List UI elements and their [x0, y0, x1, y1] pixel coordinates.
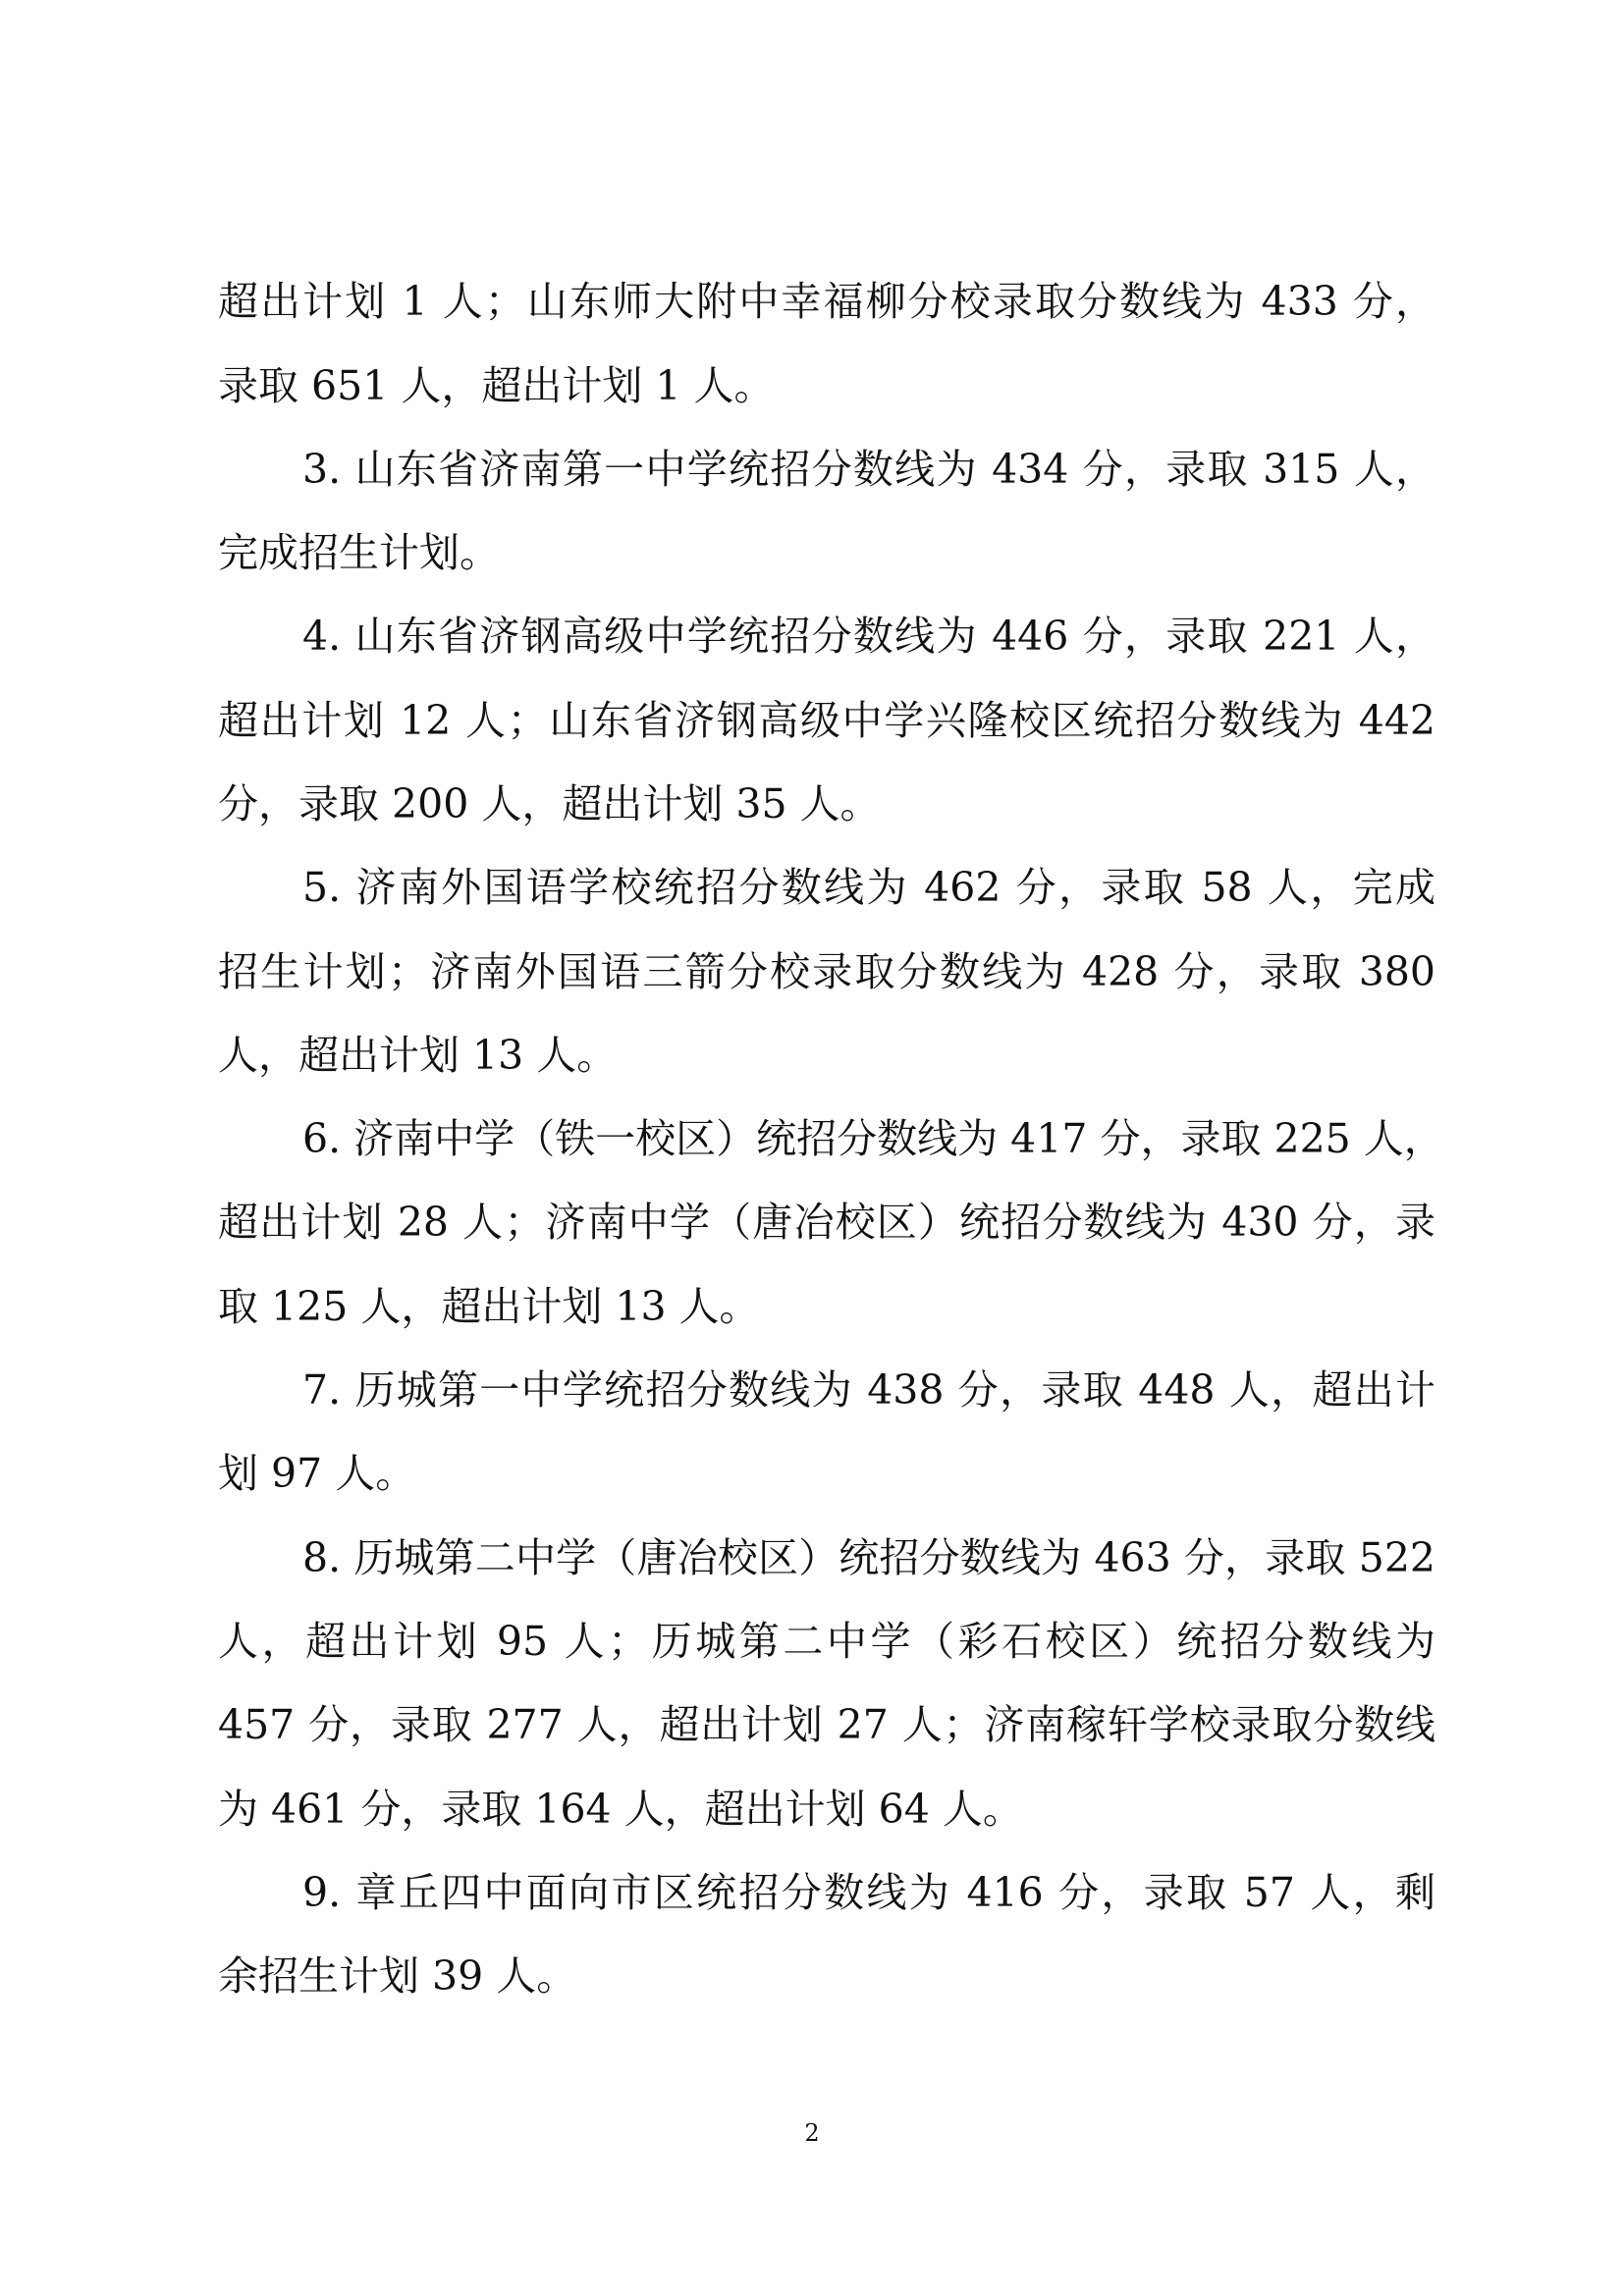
text-line: 划 97 人。 — [218, 1450, 416, 1497]
text-line: 超出计划 1 人；山东师大附中幸福柳分校录取分数线为 433 分， — [218, 278, 1435, 325]
text-line: 为 461 分，录取 164 人，超出计划 64 人。 — [218, 1786, 1023, 1833]
text-line: 7. 历城第一中学统招分数线为 438 分，录取 448 人，超出计 — [302, 1366, 1435, 1414]
text-line: 超出计划 12 人；山东省济钢高级中学兴隆校区统招分数线为 442 — [218, 697, 1435, 744]
text-line: 4. 山东省济钢高级中学统招分数线为 446 分，录取 221 人， — [302, 613, 1435, 660]
text-line: 录取 651 人，超出计划 1 人。 — [218, 362, 775, 409]
text-line: 人，超出计划 95 人；历城第二中学（彩石校区）统招分数线为 — [218, 1618, 1435, 1665]
text-line: 招生计划；济南外国语三箭分校录取分数线为 428 分，录取 380 — [218, 948, 1435, 995]
text-line: 6. 济南中学（铁一校区）统招分数线为 417 分，录取 225 人， — [302, 1115, 1444, 1162]
text-line: 分，录取 200 人，超出计划 35 人。 — [218, 780, 881, 828]
text-line: 取 125 人，超出计划 13 人。 — [218, 1283, 760, 1330]
text-line: 5. 济南外国语学校统招分数线为 462 分，录取 58 人，完成 — [302, 864, 1435, 911]
text-line: 人，超出计划 13 人。 — [218, 1032, 618, 1079]
text-line: 超出计划 28 人；济南中学（唐冶校区）统招分数线为 430 分，录 — [218, 1199, 1435, 1246]
text-line: 8. 历城第二中学（唐冶校区）统招分数线为 463 分，录取 522 — [302, 1534, 1435, 1581]
text-line: 完成招生计划。 — [218, 529, 500, 576]
page-number: 2 — [804, 2119, 820, 2147]
text-line: 457 分，录取 277 人，超出计划 27 人；济南稼轩学校录取分数线 — [218, 1701, 1435, 1748]
text-line: 余招生计划 39 人。 — [218, 1952, 577, 2000]
text-line: 3. 山东省济南第一中学统招分数线为 434 分，录取 315 人， — [302, 446, 1435, 493]
text-line: 9. 章丘四中面向市区统招分数线为 416 分，录取 57 人，剩 — [302, 1869, 1435, 1916]
